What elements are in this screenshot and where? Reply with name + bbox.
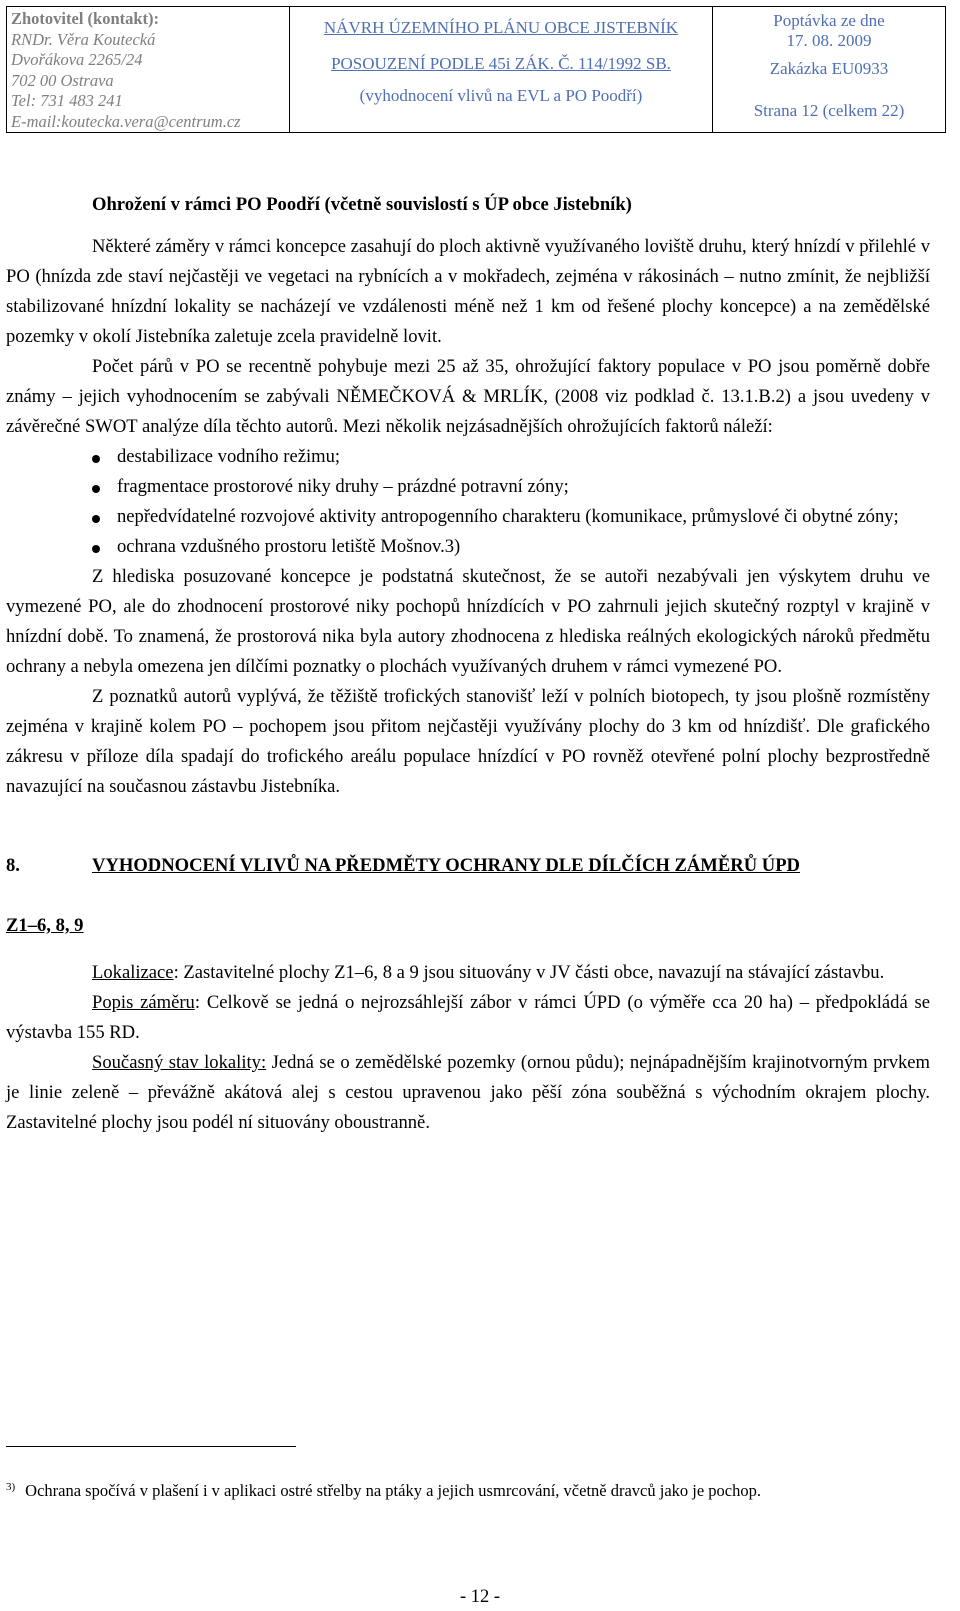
plan-description-label: Popis záměru [92, 992, 195, 1013]
section-heading [6, 851, 930, 881]
localization-text: : Zastavitelné plochy Z1–6, 8 a 9 jsou situovány v JV části obce, navazují na stávající zástavbu. [173, 962, 885, 983]
contractor-city: 702 00 Ostrava [11, 70, 114, 90]
list-item: fragmentace prostorové niky druhy – prázdné potravní zóny; [117, 472, 930, 502]
page-indicator: Strana 12 (celkem 22) [753, 101, 905, 120]
current-state-label: Současný stav lokality: [92, 1052, 267, 1073]
paragraph-current-state [6, 1048, 930, 1138]
paragraph-trophic-habitats: Z poznatků autorů vyplývá, že těžiště trofických stanovišť leží v polních biotopech, ty jsou plošně rozmístěny zejména v krajině kolem PO – pochopem jsou přitom nejčastěji využívány plochy do 3 km od hnízdišť. Dle grafického zákresu v příloze díla spadají do trofického areálu populace hnízdící v PO rovněž otevřené polní plochy bezprostředně navazující na současnou zástavbu Jistebníka. [6, 686, 930, 797]
footnote-text: Ochrana spočívá v plašení i v aplikaci ostré střelby na ptáky a jejich usmrcování, včetně dravců jako je pochop. [25, 1480, 762, 1500]
footnote-mark: 3) [6, 1480, 16, 1493]
section-title: VYHODNOCENÍ VLIVŮ NA PŘEDMĚTY OCHRANY DLE DÍLČÍCH ZÁMĚRŮ ÚPD [92, 855, 800, 876]
paragraph-spatial-niche: Z hlediska posuzované koncepce je podstatná skutečnost, že se autoři nezabývali jen výskytem druhu ve vymezené PO, ale do zhodnocení prostorové niky pochopů hnízdících v PO zahrnuli jejich skutečný rozptyl v krajině v hnízdní době. To znamená, že prostorová nika byla autory zhodnocena z hlediska reálných ekologických nároků předmětu ochrany a nebyla omezena jen dílčími poznatky o plochách využívaných druhem v rámci vymezené PO. [6, 566, 930, 677]
subsection-heading: Z1–6, 8, 9 [6, 915, 84, 936]
paragraph-plan-description [6, 988, 930, 1048]
section-number: 8. [6, 855, 20, 876]
footnote [6, 1473, 930, 1505]
document-info-cell [290, 7, 713, 133]
current-state-text: Jedná se o zemědělské pozemky (ornou půdu); nejnápadnějším krajinotvorným prvkem je linie zeleně – převážně akátová alej s cestou upravenou jako pěší zóna souběžná s východním okrajem plochy. Zastavitelné plochy jsou podél ní situovány oboustranně. [6, 1052, 931, 1133]
paragraph-hunting-ground: Některé záměry v rámci koncepce zasahují do ploch aktivně využívaného loviště druhu, který hnízdí v přilehlé v PO (hnízda zde staví nejčastěji ve vegetaci na rybnících a v mokřadech, zejména v rákosinách – nutno zmínit, že nejbližší stabilizované hnízdní lokality se nacházejí ve vzdálenosti méně než 1 km od řešené plochy koncepce) a na zemědělské pozemky v okolí Jistebníka zaletuje zcela pravidelně lovit. [6, 236, 930, 347]
order-number: Zakázka EU0933 [769, 59, 889, 78]
meta-cell [713, 7, 946, 133]
contractor-label: Zhotovitel (kontakt): [11, 9, 160, 28]
paragraph-pair-count: Počet párů v PO se recentně pohybuje mezi 25 až 35, ohrožující faktory populace v PO jsou poměrně dobře známy – jejich vyhodnocením se zabývali NĚMEČKOVÁ & MRLÍK, (2008 viz podklad č. 13.1.B.2) a jsou uvedeny v závěrečné SWOT analýze díla těchto autorů. Mezi několik nejzásadnějších ohrožujících faktorů náleží: [6, 356, 930, 437]
document-header [6, 6, 946, 133]
footnote-divider [6, 1446, 296, 1447]
threat-factors-list [6, 442, 930, 562]
contractor-cell [7, 7, 290, 133]
request-label: Poptávka ze dne [773, 11, 885, 30]
list-item: destabilizace vodního režimu; [117, 442, 930, 472]
contractor-phone: Tel: 731 483 241 [11, 91, 123, 110]
contractor-name: RNDr. Věra Koutecká [11, 29, 156, 49]
document-note: (vyhodnocení vlivů na EVL a PO Poodří) [359, 86, 643, 105]
list-item: ochrana vzdušného prostoru letiště Mošnov.3) [117, 532, 930, 562]
paragraph-localization [6, 958, 930, 988]
request-date: 17. 08. 2009 [786, 31, 872, 50]
page-number: - 12 - [459, 1587, 501, 1607]
document-body [6, 190, 930, 1138]
threats-heading: Ohrožení v rámci PO Poodří (včetně souvislostí s ÚP obce Jistebník) [92, 194, 632, 215]
document-title: NÁVRH ÚZEMNÍHO PLÁNU OBCE JISTEBNÍK [323, 18, 679, 37]
contractor-email: E-mail:koutecka.vera@centrum.cz [11, 111, 241, 131]
localization-label: Lokalizace [92, 962, 174, 983]
document-subtitle: POSOUZENÍ PODLE 45i ZÁK. Č. 114/1992 SB. [331, 54, 671, 73]
plan-description-text: : Celkově se jedná o nejrozsáhlejší zábor v rámci ÚPD (o výměře cca 20 ha) – předpokládá se výstavba 155 RD. [6, 992, 930, 1043]
contractor-street: Dvořákova 2265/24 [11, 50, 143, 69]
list-item: nepředvídatelné rozvojové aktivity antropogenního charakteru (komunikace, průmyslové či obytné zóny; [117, 502, 930, 532]
